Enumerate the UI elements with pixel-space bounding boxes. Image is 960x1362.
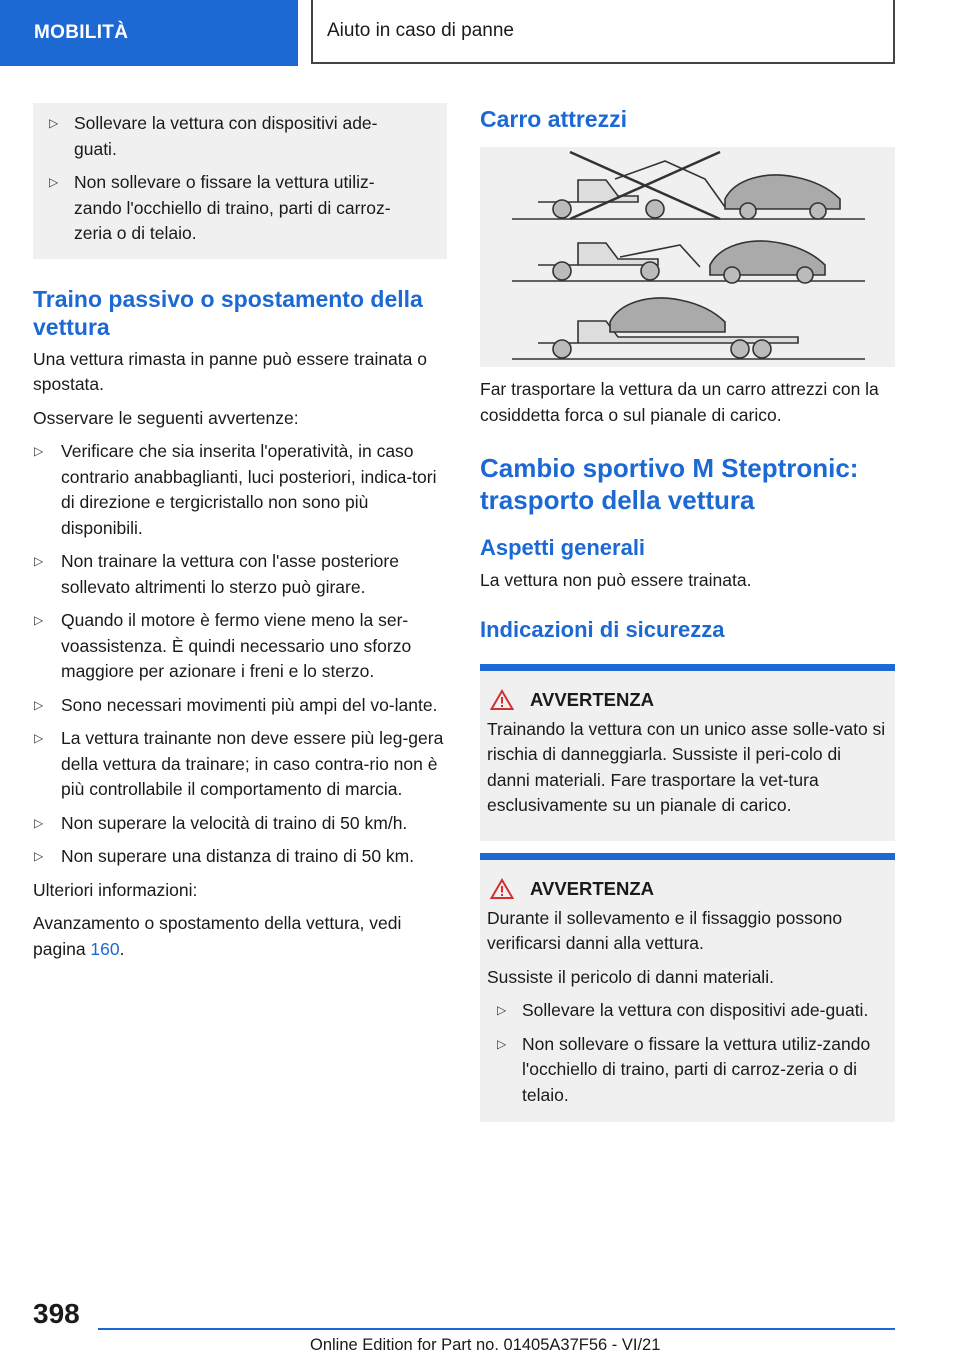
list-item: ▷ Sollevare la vettura con dispositivi ade-guati. xyxy=(487,998,887,1024)
page-number: 398 xyxy=(33,1298,80,1329)
list-item: ▷ Sono necessari movimenti più ampi del vo-lante. xyxy=(33,693,447,719)
tow-truck-illustration xyxy=(480,147,895,367)
tow-truck-diagram-icon xyxy=(480,147,895,367)
further-info-label: Ulteriori informazioni: xyxy=(33,879,198,900)
warning-title-text: AVVERTENZA xyxy=(530,688,655,710)
warning-box xyxy=(480,664,895,841)
warning-triangle-icon xyxy=(490,689,514,711)
chapter-header xyxy=(311,0,895,64)
section-heading-steptronic: Cambio sportivo M Steptronic: trasporto della vettura xyxy=(480,453,859,515)
section-title: MOBILITÀ xyxy=(34,22,129,43)
warning-title-text: AVVERTENZA xyxy=(530,877,655,899)
page-link[interactable]: 160 xyxy=(90,938,120,959)
chapter-title: Aiuto in caso di panne xyxy=(327,20,514,41)
list-item: ▷ La vettura trainante non deve essere più leg-gera della vettura da trainare; in caso contra-rio non è più controllabile il comportamento di marcia. xyxy=(33,726,447,803)
list-item: ▷ Quando il motore è fermo viene meno la ser-voassistenza. È quindi necessario uno sforzo maggiore per azionare i freni e lo sterzo. xyxy=(33,608,447,685)
warning-box xyxy=(480,853,895,1123)
list-item: ▷ Sollevare la vettura con dispositivi ade- guati. xyxy=(33,111,447,162)
warning-text: Sussiste il pericolo di danni materiali. xyxy=(487,966,774,987)
tow-truck-text: Far trasportare la vettura da un carro attrezzi con la cosiddetta forca o sul pianale di carico. xyxy=(480,379,879,425)
intro-text: Una vettura rimasta in panne può essere trainata o spostata. xyxy=(33,348,427,394)
list-item: ▷ Non sollevare o fissare la vettura utiliz-zando l'occhiello di traino, parti di carroz-zeria o di telaio. xyxy=(487,1032,887,1109)
observe-text: Osservare le seguenti avvertenze: xyxy=(33,407,299,428)
section-heading-tow-truck: Carro attrezzi xyxy=(480,106,627,132)
list-item: ▷ Non trainare la vettura con l'asse posteriore sollevato altrimenti lo sterzo può girare. xyxy=(33,549,447,600)
list-item: ▷ Non superare una distanza di traino di 50 km. xyxy=(33,844,447,870)
subheading-general: Aspetti generali xyxy=(480,535,646,560)
warning-text: Durante il sollevamento e il fissaggio possono verificarsi danni alla vettura. xyxy=(487,907,843,953)
right-column xyxy=(480,100,895,1122)
section-heading-towing: Traino passivo o spostamento della vettura xyxy=(33,285,423,340)
list-item: ▷ Verificare che sia inserita l'operatività, in caso contrario anabbaglianti, luci posteriori, indica-tori di direzione e tergicristallo non sono più disponibili. xyxy=(33,439,447,541)
subheading-safety: Indicazioni di sicurezza xyxy=(480,616,725,642)
warning-title xyxy=(487,689,887,711)
section-tab xyxy=(0,0,298,66)
edition-note: Online Edition for Part no. 01405A37F56 - VI/21 xyxy=(310,1336,661,1354)
reference-text: Avanzamento o spostamento della vettura, vedi pagina xyxy=(33,913,402,959)
footer-divider xyxy=(98,1328,895,1330)
reference-end: . xyxy=(119,938,125,959)
warning-triangle-icon xyxy=(490,878,514,900)
warning-title xyxy=(487,878,887,900)
list-item: ▷ Non sollevare o fissare la vettura utiliz- zando l'occhiello di traino, parti di carroz- zeria o di telaio. xyxy=(33,170,447,247)
cross-reference xyxy=(33,911,447,962)
list-item: ▷ Non superare la velocità di traino di 50 km/h. xyxy=(33,811,447,837)
left-column xyxy=(33,103,447,970)
general-text: La vettura non può essere trainata. xyxy=(480,570,752,590)
continued-warning-box xyxy=(33,103,447,259)
warning-text: Trainando la vettura con un unico asse solle-vato si rischia di danneggiarla. Sussiste il peri-colo di danni materiali. Fare trasportare la vet-tura esclusivamente su un pianale di carico. xyxy=(487,718,886,815)
